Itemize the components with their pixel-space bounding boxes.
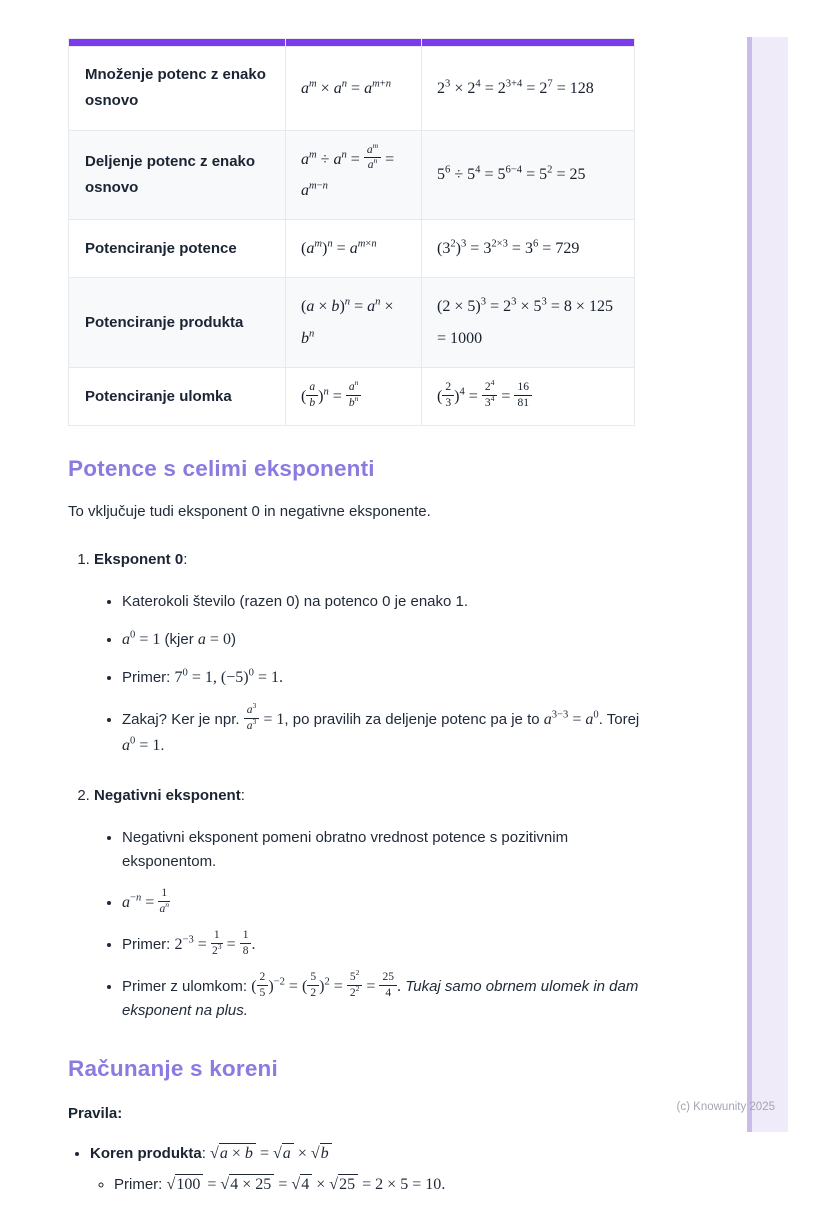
sub-bullet-list (90, 1172, 640, 1198)
bullet-item (122, 590, 640, 614)
roots-bullet-list (68, 1141, 640, 1197)
pravila-label: Pravila: (68, 1105, 123, 1123)
bullet-text: Primer z ulomkom: ( $\frac{2}{5}$ )$^{-2}$ = ( $\frac{5}{2}$ )$^2$ = $\frac{5^2}{2^2}$ = $\frac{25}{4}$ . Tukaj samo obrnem ulomek in dam eksponent na plus. (122, 967, 639, 1020)
rule-formula-cell: $(a \times b)^n = a^n \times b^n$ (286, 278, 422, 368)
rule-example-cell: $(2 \times 5)^3 = 2^3 \times 5^3 = 8 \times 125 = 1000$ (422, 278, 635, 368)
table-row (69, 368, 635, 426)
table-row (69, 47, 635, 131)
bullet-koren-produkta (90, 1141, 640, 1197)
bullet-item (122, 826, 640, 873)
item-title-bold: Negativni eksponent (94, 786, 241, 804)
rule-name-cell: Potenciranje potence (69, 220, 286, 278)
bullet-text: Primer: $2^{-3}$ = $\frac{1}{2^3}$ = $\frac{1}{8}$ . (122, 928, 256, 957)
rule-example-cell: $2^3 \times 2^4 = 2^{3+4} = 2^7 = 128$ (422, 47, 635, 131)
bullet-item (122, 967, 640, 1024)
bullet-item (122, 665, 640, 690)
bullet-item (122, 627, 640, 652)
item-title-suffix: : (240, 786, 245, 804)
bullet-item (122, 887, 640, 916)
rule-name-cell: Potenciranje produkta (69, 278, 286, 368)
rule-name-cell: Deljenje potenc z enako osnovo (69, 130, 286, 220)
list-item-negativni-eksponent (94, 785, 640, 1023)
bullet-item (122, 929, 640, 958)
table-row (69, 278, 635, 368)
rule-formula-cell: $a^m \times a^n = a^{m+n}$ (286, 47, 422, 131)
rule-example-cell: ( $\frac{2}{3}$ )$^4$ = $\frac{2^4}{3^4}$ = $\frac{16}{81}$ (422, 368, 635, 426)
list-item-eksponent-0 (94, 549, 640, 758)
bullet-list (94, 826, 640, 1023)
rule-example-cell: $(3^2)^3 = 3^{2\times 3} = 3^6 = 729$ (422, 220, 635, 278)
sub-bullet-text: Primer: √100 = √4 × 25 = √4 × √25 = 2 × 5 = 10. (114, 1176, 445, 1193)
copyright-text: (c) Knowunity 2025 (676, 1101, 775, 1113)
bullet-text: Negativni eksponent pomeni obratno vrednost potence s pozitivnim eksponentom. (122, 829, 569, 871)
bullet-text: Primer: $7^0 = 1$, $(-5)^0 = 1$. (122, 668, 284, 687)
rule-formula-cell: $(a^m)^n = a^{m\times n}$ (286, 220, 422, 278)
table-accent-bar-segment (69, 39, 286, 47)
item-title-suffix: : (183, 550, 188, 568)
table-accent-bar-segment (286, 39, 422, 47)
bullet-text: Koren produkta: √a × b = √a × √b (90, 1145, 332, 1162)
bullet-list (94, 590, 640, 758)
item-title (94, 787, 245, 804)
rule-formula-cell: ( $\frac{a}{b}$ )$^n$ = $\frac{a^n}{b^n}$ (286, 368, 422, 426)
rule-formula-cell: $a^m \div a^n$ = $\frac{a^m}{a^n}$ = $a^{m-n}$ (286, 130, 422, 220)
item-title-bold: Eksponent 0 (94, 550, 184, 568)
rule-name-cell: Potenciranje ulomka (69, 368, 286, 426)
bullet-item (122, 700, 640, 758)
section-heading-potence: Potence s celimi eksponenti (68, 456, 375, 482)
table-row (69, 220, 635, 278)
scrollbar[interactable] (747, 37, 788, 1132)
power-rules-table (68, 38, 635, 426)
document-content (68, 38, 640, 1211)
rule-example-cell: $5^6 \div 5^4 = 5^{6-4} = 5^2 = 25$ (422, 130, 635, 220)
rule-name-cell: Množenje potenc z enako osnovo (69, 47, 286, 131)
bullet-text: Zakaj? Ker je npr. $\frac{a^3}{a^3}$ = 1, po pravilih za deljenje potenc pa je to $a^{3-3} = a^0$. Torej $a^0 = 1$. (122, 700, 640, 754)
sub-bullet-item (114, 1172, 640, 1198)
bullet-text: $a^{-n}$ = $\frac{1}{a^n}$ (122, 886, 170, 915)
bullet-text: Katerokoli število (razen 0) na potenco 0 je enako 1. (122, 593, 469, 611)
table-accent-bar (69, 39, 635, 47)
section-heading-koreni: Računanje s koreni (68, 1056, 278, 1082)
item-title (94, 551, 187, 568)
table-row (69, 130, 635, 220)
numbered-list (68, 549, 640, 1023)
bullet-text: $a^0 = 1$ (kjer a = 0) (122, 629, 236, 649)
section-intro-text: To vključuje tudi eksponent 0 in negativne eksponente. (68, 503, 431, 521)
table-accent-bar-segment (422, 39, 635, 47)
